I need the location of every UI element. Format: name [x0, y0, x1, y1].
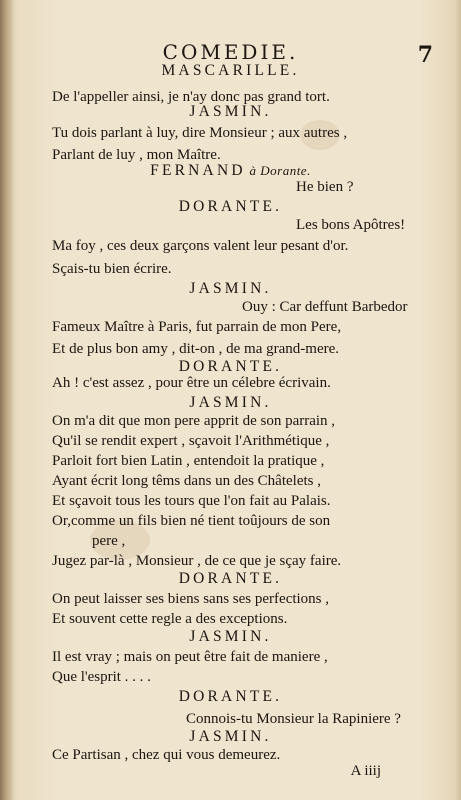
- verse-line: Parloit fort bien Latin , entendoit la pratique ,: [52, 453, 325, 469]
- speaker-name: DORANTE.: [178, 358, 283, 375]
- verse-line: On peut laisser ses biens sans ses perfections ,: [52, 591, 330, 607]
- speaker-name: JASMIN.: [189, 280, 272, 297]
- verse-line: Parlant de luy , mon Maître.: [52, 147, 221, 163]
- verse-line: Tu dois parlant à luy, dire Monsieur ; aux autres ,: [52, 125, 348, 141]
- verse-line: Jugez par-là , Monsieur , de ce que je sçay faire.: [52, 553, 342, 569]
- page-number: 7: [417, 42, 433, 68]
- verse-line: Ma foy , ces deux garçons valent leur pesant d'or.: [52, 238, 349, 254]
- verse-line: Ce Partisan , chez qui vous demeurez.: [52, 747, 281, 763]
- verse-line: Les bons Apôtres!: [296, 217, 406, 233]
- verse-line: Or,comme un fils bien né tient toûjours de son: [52, 513, 331, 529]
- speaker-with-direction: [0, 162, 461, 180]
- speaker-name: DORANTE.: [178, 198, 283, 215]
- speaker-name: JASMIN.: [189, 728, 272, 745]
- speaker-name: FERNAND: [150, 162, 246, 179]
- verse-line: Fameux Maître à Paris, fut parrain de mon Pere,: [52, 319, 342, 335]
- verse-line: De l'appeller ainsi, je n'ay donc pas grand tort.: [52, 89, 330, 105]
- speaker-name: JASMIN.: [189, 394, 272, 411]
- verse-line: Sçais-tu bien écrire.: [52, 261, 172, 277]
- verse-line: On m'a dit que mon pere apprit de son parrain ,: [52, 413, 336, 429]
- verse-line: Et de plus bon amy , dit-on , de ma grand-mere.: [52, 341, 340, 357]
- signature-mark: A iiij: [350, 763, 381, 779]
- verse-line: He bien ?: [296, 179, 354, 195]
- speaker-name: DORANTE.: [178, 570, 283, 587]
- verse-line: Connois-tu Monsieur la Rapiniere ?: [186, 711, 401, 727]
- verse-line: Ayant écrit long têms dans un des Châtelets ,: [52, 473, 321, 489]
- speaker-name: MASCARILLE.: [161, 62, 300, 79]
- verse-line: Qu'il se rendit expert , sçavoit l'Arithmétique ,: [52, 433, 330, 449]
- speaker-name: DORANTE.: [178, 688, 283, 705]
- running-title: COMEDIE.: [162, 40, 299, 64]
- speaker-name: JASMIN.: [189, 103, 272, 120]
- verse-line: Ah ! c'est assez , pour être un célebre écrivain.: [52, 375, 331, 391]
- verse-line: Et sçavoit tous les tours que l'on fait au Palais.: [52, 493, 331, 509]
- verse-line: Il est vray ; mais on peut être fait de maniere ,: [52, 649, 328, 665]
- verse-line: Que l'esprit . . . .: [52, 669, 151, 685]
- verse-line: pere ,: [92, 533, 126, 549]
- stage-direction: à Dorante.: [245, 163, 311, 178]
- verse-line: Ouy : Car deffunt Barbedor: [242, 299, 408, 315]
- verse-line: Et souvent cette regle a des exceptions.: [52, 611, 288, 627]
- speaker-name: JASMIN.: [189, 628, 272, 645]
